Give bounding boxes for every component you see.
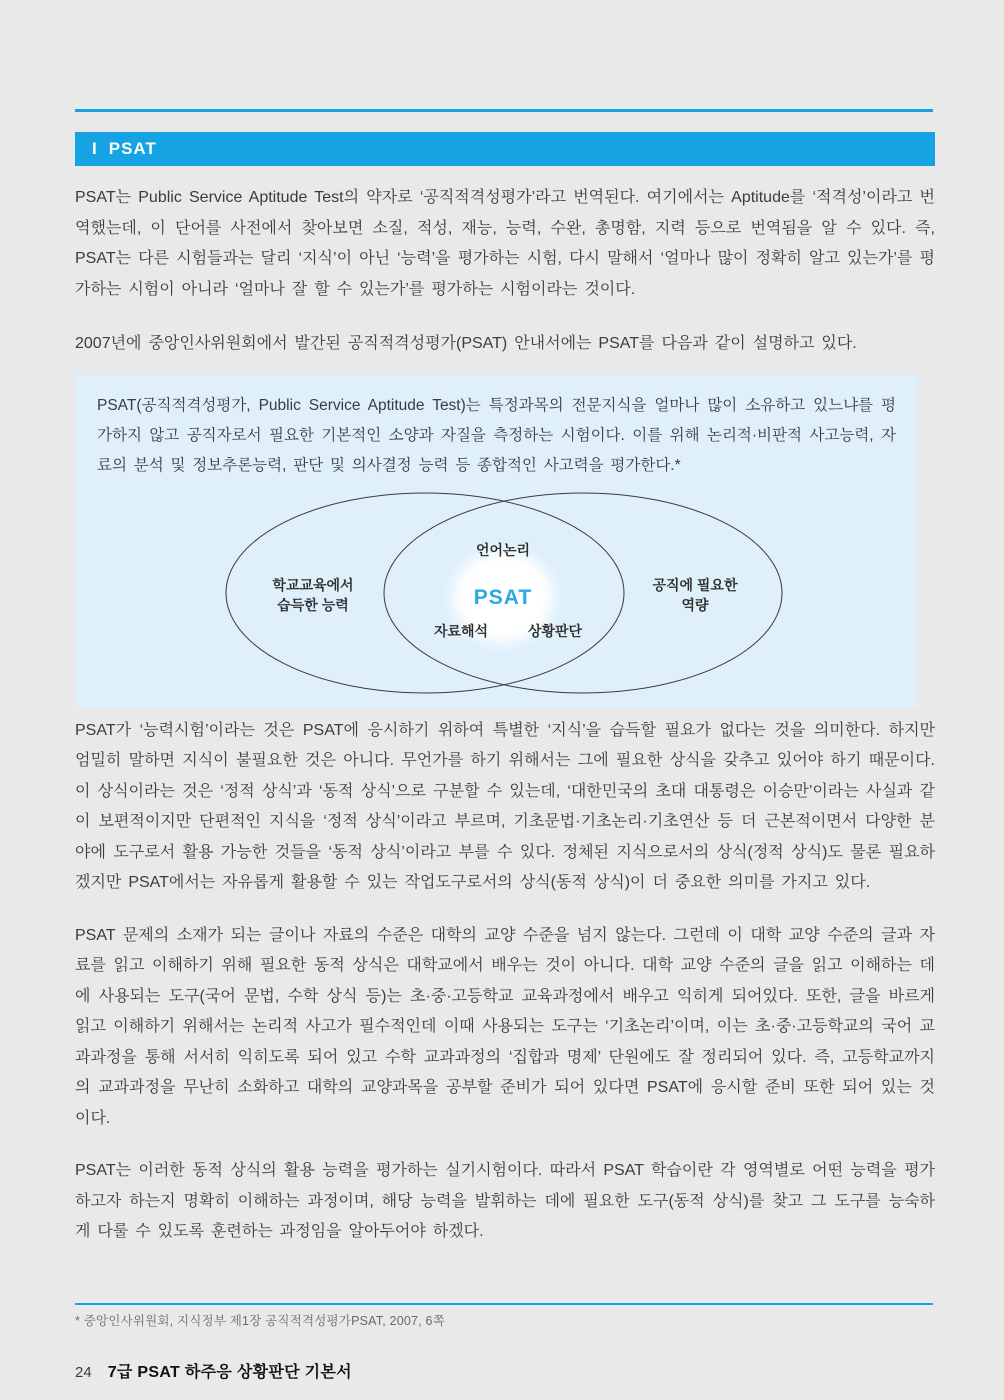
page-number: 24 <box>75 1363 92 1381</box>
overlap-top-label: 언어논리 <box>475 541 531 558</box>
right-ellipse-label-line1: 공직에 필요한 <box>652 576 738 593</box>
section-header-bar <box>75 132 935 166</box>
left-ellipse-label-line2: 습득한 능력 <box>277 596 349 613</box>
paragraph-psat-definition: PSAT는 Public Service Aptitude Test의 약자로 ‘공직적격성평가’라고 번역된다. 여기에서는 Aptitude를 ‘적격성’이라고 번역했는데, 이 단어를 사전에서 찾아보면 소질, 적성, 재능, 능력, 수완, 총명함, 지력 등으로 번역됨을 알 수 있다. 즉, PSAT는 다른 시험들과는 달리 ‘지식’이 아닌 ‘능력’을 평가하는 시험, 다시 말해서 ‘얼마나 많이 정확히 알고 있는가’를 평가하는 시험이 아니라 ‘얼마나 잘 할 수 있는가’를 평가하는 시험이라는 것이다. <box>75 189 935 298</box>
overlap-bottom-left-label: 자료해석 <box>433 622 489 639</box>
page-content <box>75 109 935 1382</box>
paragraph-practical-exam: PSAT는 이러한 동적 상식의 활용 능력을 평가하는 실기시험이다. 따라서 PSAT 학습이란 각 영역별로 어떤 능력을 평가하고자 하는지 명확히 이해하는 과정이며, 해당 능력을 발휘하는 데에 필요한 도구(동적 상식)를 찾고 그 도구를 능숙하게 다룰 수 있도록 훈련하는 과정임을 알아두어야 하겠다. <box>75 1162 935 1240</box>
paragraph-material-level: PSAT 문제의 소재가 되는 글이나 자료의 수준은 대학의 교양 수준을 넘지 않는다. 그런데 이 대학 교양 수준의 글과 자료를 읽고 이해하기 위해 필요한 동적 상식은 대학교에서 배우는 것이 아니다. 대학 교양 수준의 글을 읽고 이해하는 데에 사용되는 도구(국어 문법, 수학 상식 등)는 초·중·고등학교 교육과정에서 배우고 익히게 되어있다. 또한, 글을 바르게 읽고 이해하기 위해서는 논리적 사고가 필수적인데 이때 사용되는 도구는 ‘기초논리’이며, 이는 초·중·고등학교의 국어 교과과정을 통해 서서히 익히도록 되어 있고 수학 교과과정의 ‘집합과 명제’ 단원에도 잘 정리되어 있다. 즉, 고등학교까지의 교과과정을 무난히 소화하고 대학의 교양과목을 공부할 준비가 되어 있다면 PSAT에 응시할 준비 또한 되어 있는 것이다. <box>75 926 935 1127</box>
left-ellipse-label-line1: 학교교육에서 <box>272 576 354 593</box>
section-title: PSAT <box>108 139 157 158</box>
paragraph-ability-exam: PSAT가 ‘능력시험’이라는 것은 PSAT에 응시하기 위하여 특별한 ‘지식’을 습득할 필요가 없다는 것을 의미한다. 하지만 엄밀히 말하면 지식이 불필요한 것은 아니다. 무언가를 하기 위해서는 그에 필요한 상식을 갖추고 있어야 하기 때문이다. 이 상식이라는 것은 ‘정적 상식’과 ‘동적 상식’으로 구분할 수 있는데, ‘대한민국의 초대 대통령은 이승만’이라는 사실과 같이 보편적이지만 단편적인 지식을 ‘정적 상식’이라고 부르며, 기초문법·기초논리·기초연산 등 더 근본적이면서 다양한 분야에 도구로서 활용 가능한 것들을 ‘동적 상식’이라고 부를 수 있다. 정체된 지식으로서의 상식(정적 상식)도 물론 필요하겠지만 PSAT에서는 자유롭게 활용할 수 있는 작업도구로서의 상식(동적 상식)이 더 중요한 의미를 가지고 있다. <box>75 721 935 891</box>
psat-description-infobox <box>75 375 918 708</box>
top-divider-rule <box>75 109 933 112</box>
overlap-bottom-right-label: 상황판단 <box>527 622 583 639</box>
right-ellipse-label-line2: 역량 <box>681 596 709 613</box>
section-number: I <box>92 139 98 158</box>
psat-center-label: PSAT <box>473 585 533 609</box>
paragraph-guide-intro: 2007년에 중앙인사위원회에서 발간된 공직적격성평가(PSAT) 안내서에는 PSAT를 다음과 같이 설명하고 있다. <box>75 335 857 352</box>
page-footer <box>75 1359 935 1382</box>
book-title: 7급 PSAT 하주응 상황판단 기본서 <box>107 1363 352 1381</box>
footnote-citation: * 중앙인사위원회, 지식정부 제1장 공직적격성평가PSAT, 2007, 6쪽 <box>75 1313 445 1328</box>
psat-venn-diagram <box>97 485 896 700</box>
right-ellipse-public-competency <box>384 493 782 693</box>
left-ellipse-school-ability <box>226 493 624 693</box>
infobox-quote-text: PSAT(공직적격성평가, Public Service Aptitude Test)는 특정과목의 전문지식을 얼마나 많이 소유하고 있느냐를 평가하지 않고 공직자로서 필요한 기본적인 소양과 자질을 측정하는 시험이다. 이를 위해 논리적·비판적 사고능력, 자료의 분석 및 정보추론능력, 판단 및 의사결정 능력 등 종합적인 사고력을 평가한다.* <box>97 396 896 474</box>
footnote-divider-rule <box>75 1303 933 1305</box>
